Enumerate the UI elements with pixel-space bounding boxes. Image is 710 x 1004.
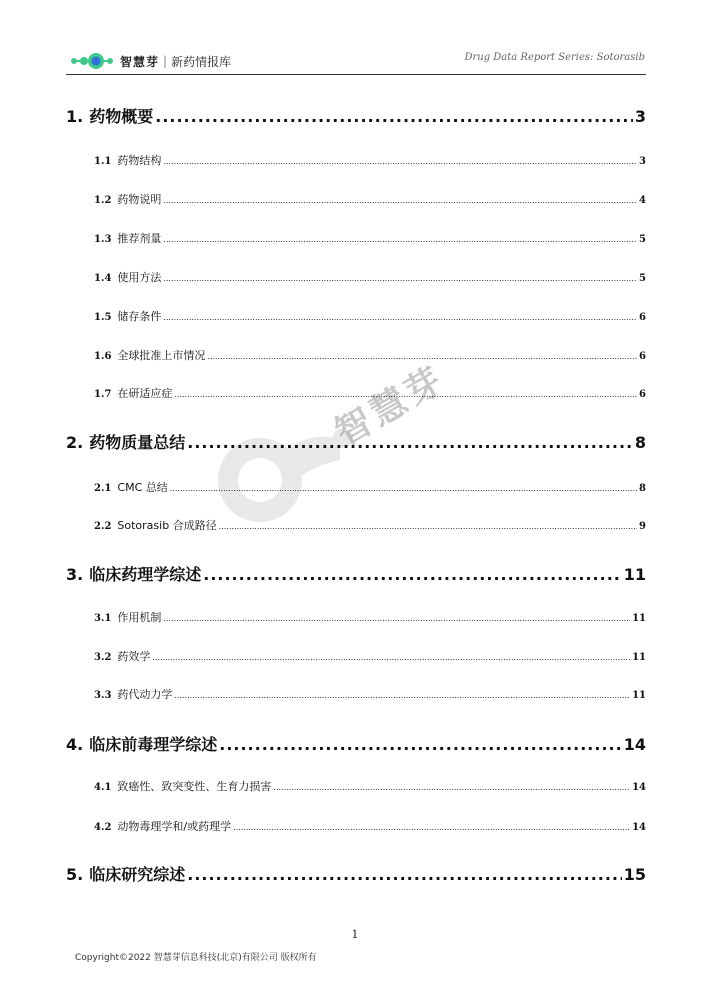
toc-page-number: 6 — [639, 312, 646, 323]
toc-section-entry[interactable] — [94, 191, 646, 207]
toc-entry-title: 临床前毒理学综述 — [89, 735, 218, 754]
toc-entry-title: 使用方法 — [117, 271, 162, 284]
toc-dot-leader — [170, 481, 637, 494]
toc-entry-number: 1.6 — [94, 351, 112, 362]
toc-dot-leader — [219, 735, 622, 754]
toc-dot-leader — [273, 780, 630, 793]
toc-entry-title: 药代动力学 — [117, 688, 173, 701]
toc-entry-number: 4.2 — [94, 822, 112, 833]
toc-chapter-entry[interactable] — [66, 862, 646, 885]
toc-entry-title: 药效学 — [117, 650, 151, 663]
toc-entry-title: 作用机制 — [117, 611, 162, 624]
brand-subtitle: 新药情报库 — [171, 54, 232, 69]
toc-page-number: 5 — [639, 273, 646, 284]
toc-section-entry[interactable] — [94, 818, 646, 834]
toc-page-number: 9 — [639, 521, 646, 532]
toc-entry-number: 2. — [66, 433, 84, 452]
toc-dot-leader — [187, 433, 633, 452]
toc-page-number: 14 — [632, 822, 646, 833]
toc-entry-title: 临床研究综述 — [89, 865, 186, 884]
toc-page-number: 14 — [623, 735, 646, 754]
toc-dot-leader — [187, 865, 622, 884]
page-number: 1 — [351, 928, 359, 941]
toc-page-number: 3 — [634, 107, 646, 126]
page-header — [0, 0, 710, 80]
toc-entry-number: 4.1 — [94, 782, 112, 793]
toc-entry-number: 1.3 — [94, 234, 112, 245]
toc-entry-title: 药物质量总结 — [89, 433, 186, 452]
toc-entry-title: 临床药理学综述 — [89, 565, 202, 584]
toc-entry-title: Sotorasib 合成路径 — [117, 519, 217, 532]
toc-entry-number: 1. — [66, 107, 84, 126]
toc-page-number: 3 — [639, 156, 646, 167]
toc-entry-number: 1.1 — [94, 156, 112, 167]
toc-entry-number: 3.1 — [94, 613, 112, 624]
toc-dot-leader — [207, 349, 637, 362]
toc-page-number: 11 — [623, 565, 646, 584]
toc-dot-leader — [155, 107, 633, 126]
header-divider — [66, 74, 646, 75]
toc-section-entry[interactable] — [94, 385, 646, 401]
toc-dot-leader — [163, 232, 637, 245]
toc-page-number: 15 — [623, 865, 646, 884]
toc-dot-leader — [163, 611, 630, 624]
toc-page-number: 8 — [634, 433, 646, 452]
toc-section-entry[interactable] — [94, 517, 646, 533]
toc-dot-leader — [163, 154, 637, 167]
toc-entry-number: 3.2 — [94, 652, 112, 663]
toc-page-number: 8 — [639, 483, 646, 494]
toc-entry-title: 药物结构 — [117, 154, 162, 167]
toc-entry-title: 储存条件 — [117, 310, 162, 323]
toc-page-number: 14 — [632, 782, 646, 793]
toc-entry-title: 药物说明 — [117, 193, 162, 206]
toc-dot-leader — [163, 310, 637, 323]
brand-logo — [70, 50, 231, 72]
toc-section-entry[interactable] — [94, 479, 646, 495]
toc-entry-number: 2.2 — [94, 521, 112, 532]
toc-section-entry[interactable] — [94, 609, 646, 625]
toc-chapter-entry[interactable] — [66, 732, 646, 755]
toc-dot-leader — [174, 688, 630, 701]
toc-entry-number: 2.1 — [94, 483, 112, 494]
toc-chapter-entry[interactable] — [66, 430, 646, 453]
toc-page-number: 6 — [639, 389, 646, 400]
toc-chapter-entry[interactable] — [66, 104, 646, 127]
toc-dot-leader — [163, 271, 637, 284]
toc-section-entry[interactable] — [94, 778, 646, 794]
toc-section-entry[interactable] — [94, 269, 646, 285]
toc-page-number: 11 — [632, 652, 646, 663]
toc-dot-leader — [152, 650, 630, 663]
toc-section-entry[interactable] — [94, 152, 646, 168]
toc-dot-leader — [174, 387, 637, 400]
toc-entry-title: 在研适应症 — [117, 387, 173, 400]
toc-entry-title: 全球批准上市情况 — [117, 349, 206, 362]
watermark-text: 智慧芽 — [328, 358, 453, 455]
toc-entry-number: 1.5 — [94, 312, 112, 323]
brand-name: 智慧芽 — [120, 54, 160, 69]
toc-section-entry[interactable] — [94, 648, 646, 664]
toc-page-number: 6 — [639, 351, 646, 362]
toc-chapter-entry[interactable] — [66, 562, 646, 585]
toc-entry-number: 1.4 — [94, 273, 112, 284]
toc-dot-leader — [203, 565, 622, 584]
toc-entry-number: 1.7 — [94, 389, 112, 400]
brand-separator: | — [163, 54, 168, 68]
toc-section-entry[interactable] — [94, 230, 646, 246]
toc-entry-title: 致癌性、致突变性、生育力损害 — [117, 780, 272, 793]
toc-section-entry[interactable] — [94, 347, 646, 363]
toc-dot-leader — [233, 820, 630, 833]
toc-entry-title: 推荐剂量 — [117, 232, 162, 245]
toc-entry-number: 1.2 — [94, 195, 112, 206]
report-series: Drug Data Report Series: Sotorasib — [464, 52, 645, 63]
toc-entry-number: 3. — [66, 565, 84, 584]
logo-icon — [70, 51, 114, 71]
toc-entry-title: CMC 总结 — [117, 481, 168, 494]
toc-dot-leader — [163, 193, 637, 206]
toc-page-number: 4 — [639, 195, 646, 206]
toc-dot-leader — [219, 519, 637, 532]
toc-page-number: 11 — [632, 690, 646, 701]
toc-entry-number: 4. — [66, 735, 84, 754]
toc-entry-title: 动物毒理学和/或药理学 — [117, 820, 232, 833]
toc-entry-number: 5. — [66, 865, 84, 884]
toc-entry-number: 3.3 — [94, 690, 112, 701]
toc-page-number: 5 — [639, 234, 646, 245]
copyright-notice: Copyright©2022 智慧芽信息科技(北京)有限公司 版权所有 — [75, 953, 317, 963]
toc-section-entry[interactable] — [94, 308, 646, 324]
toc-entry-title: 药物概要 — [89, 107, 154, 126]
toc-section-entry[interactable] — [94, 686, 646, 702]
toc-page-number: 11 — [632, 613, 646, 624]
